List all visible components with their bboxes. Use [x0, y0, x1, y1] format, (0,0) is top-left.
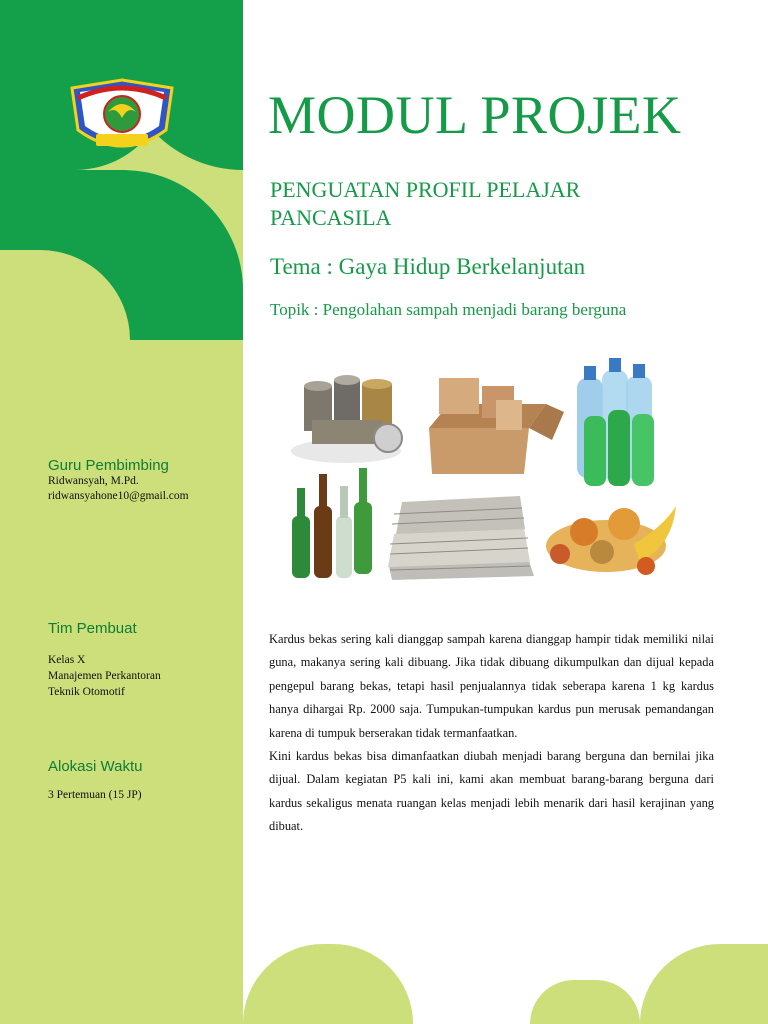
plastic-bottles-image — [577, 358, 654, 486]
guru-heading: Guru Pembimbing — [48, 457, 169, 474]
tim-list — [48, 652, 161, 700]
guru-email: ridwansyahone10@gmail.com — [48, 490, 189, 502]
tim-heading: Tim Pembuat — [48, 620, 137, 637]
cardboard-boxes-image — [429, 378, 564, 474]
lime-quarter-shape — [640, 944, 768, 1024]
recyclables-photo-collage — [284, 356, 684, 588]
lime-semicircle-shape — [243, 944, 413, 1024]
alokasi-value: 3 Pertemuan (15 JP) — [48, 789, 142, 801]
glass-bottles-image — [292, 468, 372, 578]
newspaper-stack-image — [388, 496, 534, 580]
guru-info — [48, 474, 189, 504]
body-paragraph: Kini kardus bekas bisa dimanfaatkan diubah menjadi barang berguna dan bernilai jika dijual. Dalam kegiatan P5 kali ini, kami akan membuat barang-barang berguna dari kardus sekaligus menata ruangan kelas menjadi lebih menarik dari hasil kerajinan yang dibuat. — [269, 749, 714, 834]
alokasi-heading: Alokasi Waktu — [48, 758, 143, 775]
tim-line: Kelas X — [48, 654, 86, 666]
body-text — [269, 628, 714, 839]
subtitle: PENGUATAN PROFIL PELAJAR PANCASILA — [270, 177, 581, 230]
school-emblem-icon — [66, 78, 178, 158]
lime-semicircle-shape — [530, 980, 640, 1024]
tin-cans-image — [291, 375, 402, 463]
theme-line: Tema : Gaya Hidup Berkelanjutan — [270, 254, 586, 279]
body-paragraph: Kardus bekas sering kali dianggap sampah karena dianggap hampir tidak memiliki nilai guna, makanya sering kali dibuang. Jika tidak dibuang dikumpulkan dan dijual kepada pengepul barang bekas, tetapi hasil penjualannya tidak seberapa karena 1 kg kardus hanya dihargai Rp. 2000 saja. Tumpukan-tumpukan kardus pun merusak pemandangan karena di tumpuk berserakan tidak termanfaatkan. — [269, 632, 714, 740]
tim-line: Manajemen Perkantoran — [48, 670, 161, 682]
page-title: MODUL PROJEK — [268, 85, 682, 145]
guru-name: Ridwansyah, M.Pd. — [48, 475, 139, 487]
food-waste-image — [546, 506, 676, 575]
topic-line: Topik : Pengolahan sampah menjadi barang berguna — [270, 300, 627, 319]
tim-line: Teknik Otomotif — [48, 686, 125, 698]
